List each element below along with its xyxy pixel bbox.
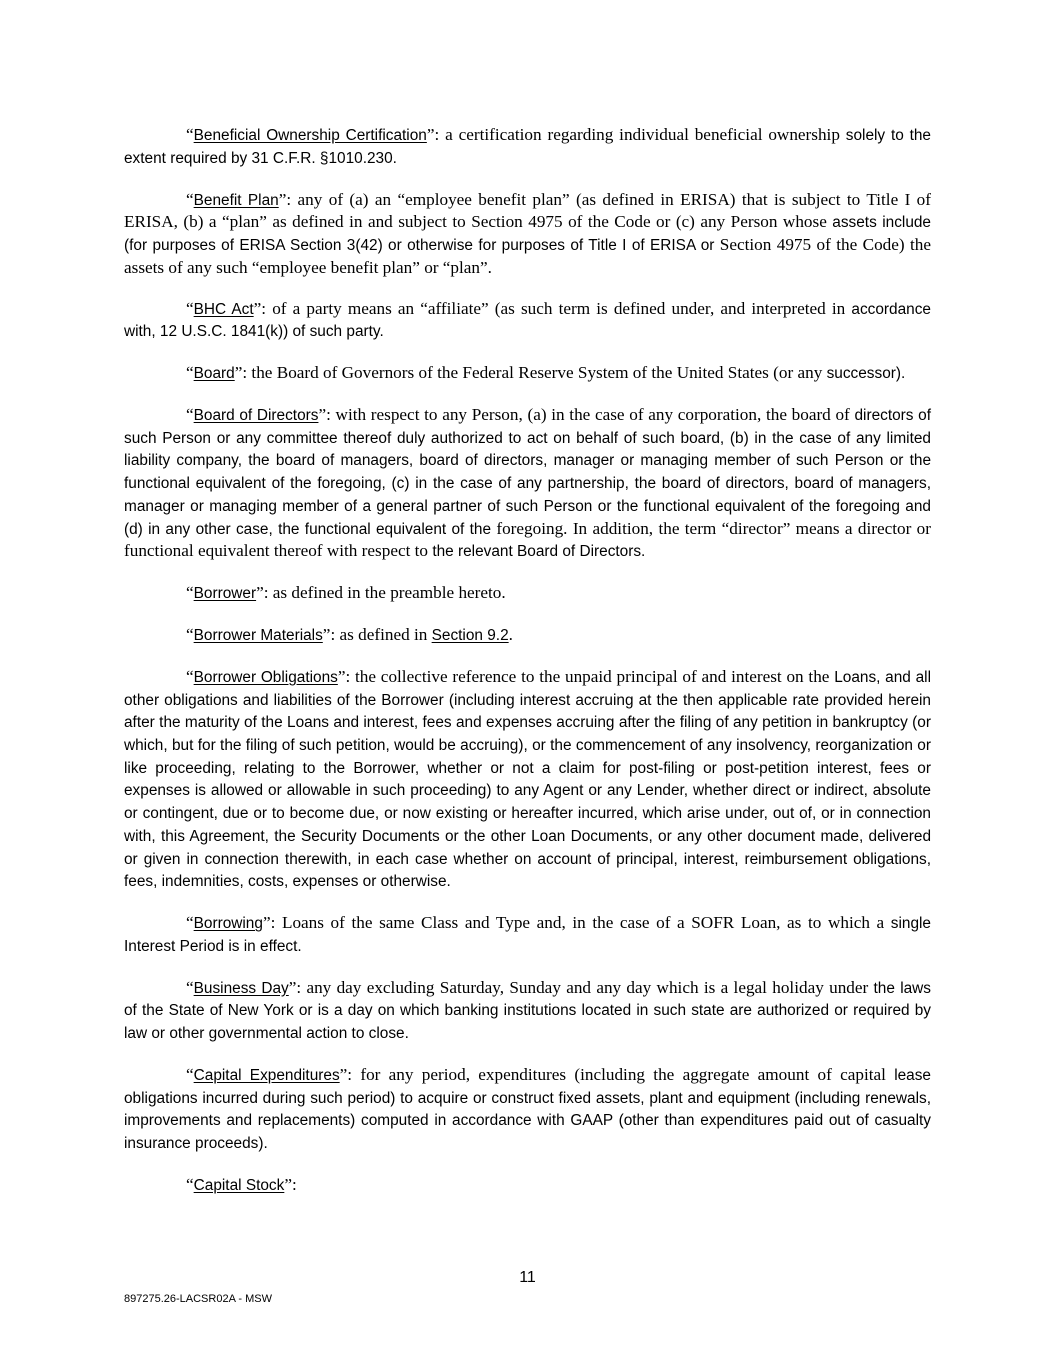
definition-text: accordance with, 12 U.S.C. 1841(k)) of such party.	[124, 300, 931, 341]
page-content	[124, 124, 931, 1216]
footer-document-id: 897275.26-LACSR02A - MSW	[124, 1293, 272, 1305]
definition-text: lease obligations incurred during such period) to acquire or construct fixed assets, plant and equipment (including renewals, improvements and replacements) computed in accordance with GAAP (other than expenditures paid out of casualty insurance proceeds).	[124, 1067, 931, 1153]
definition-capital-expenditures: “Capital Expenditures”: for any period, expenditures (including the aggregate amount of capital lease obligations incurred during such period) to acquire or construct fixed assets, plant and equipment (including renewals, improvements and replacements) computed in accordance with GAAP (other than expenditures paid out of casualty insurance proceeds).	[124, 1065, 931, 1153]
definition-text: Section 4975 of the Code) the assets of any such “employee benefit plan” or “plan”.	[124, 235, 931, 277]
definition-text: single Interest Period is in effect.	[124, 915, 931, 955]
defined-term: Capital Expenditures	[193, 1067, 340, 1085]
definition-beneficial-ownership-certification: “Beneficial Ownership Certification”: a certification regarding individual beneficial ownership solely to the extent required by 31 C.F.R. §1010.230.	[124, 125, 931, 167]
defined-term: Beneficial Ownership Certification	[193, 127, 427, 144]
definition-text: :	[291, 1175, 297, 1195]
definition-bhc-act: “BHC Act”: of a party means an “affiliate” (as such term is defined under, and interpreted in accordance with, 12 U.S.C. 1841(k)) of such party.	[124, 298, 931, 341]
definition-text: assets include (for purposes of ERISA Section 3(42) or otherwise for purposes of Title I of ERISA or	[124, 214, 931, 254]
defined-term: Borrowing	[193, 915, 263, 933]
definition-text: : as defined in the preamble hereto.	[263, 583, 506, 603]
definition-text: Loans, and all other obligations and liabilities of the Borrower (including interest accruing at the then applicable rate provided herein after the maturity of the Loans and interest, fees and expenses accruing after the filing of any petition in bankruptcy (or which, but for the filing of such petition, would be accruing), or the commencement of any insolvency, reorganization or like proceeding, relating to the Borrower, whether or not a claim for post-filing or post-petition interest, fees or expenses is allowed or allowable in such proceeding) to any Agent or any Lender, whether direct or indirect, absolute or contingent, due or to become due, or now existing or hereafter incurred, which arise under, out of, or in connection with, this Agreement, the Security Documents or the other Loan Documents, or any other document made, delivered or given in connection therewith, in each case whether on account of principal, interest, reimbursement obligations, fees, indemnities, costs, expenses or otherwise.	[124, 668, 932, 891]
definition-text: directors of such Person or any committee thereof duly authorized to act on behalf of such board, (b) in the case of any limited liability company, the board of managers, board of directors, manager or managing member of such Person or the functional equivalent of the foregoing, (c) in the case of any partnership, the board of directors, board of managers, manager or managing member of a general partner of such Person or the functional equivalent of the foregoing and (d) in any other case, the functional equivalent of the	[124, 407, 931, 538]
definition-borrower-materials: “Borrower Materials”: as defined in Section 9.2.	[186, 625, 513, 645]
defined-term: Borrower	[193, 585, 257, 603]
definition-text: : Loans of the same Class and Type and, in the case of a SOFR Loan, as to which a	[270, 913, 891, 933]
defined-term: Borrower Obligations	[193, 668, 338, 686]
definition-text: solely to the extent required by 31 C.F.R. §1010.230.	[124, 127, 931, 167]
definition-borrower-obligations: “Borrower Obligations”: the collective reference to the unpaid principal of and interest on the Loans, and all other obligations and liabilities of the Borrower (including interest accruing at the then applicable rate provided herein after the maturity of the Loans and interest, fees and expenses accruing after the filing of any petition in bankruptcy (or which, but for the filing of such petition, would be accruing), or the commencement of any insolvency, reorganization or like proceeding, relating to the Borrower, whether or not a claim for post-filing or post-petition interest, fees or expenses is allowed or allowable in such proceeding) to any Agent or any Lender, whether direct or indirect, absolute or contingent, due or to become due, or now existing or hereafter incurred, which arise under, out of, or in connection with, this Agreement, the Security Documents or the other Loan Documents, or any other document made, delivered or given in connection therewith, in each case whether on account of principal, interest, reimbursement obligations, fees, indemnities, costs, expenses or otherwise.	[124, 666, 932, 891]
definition-text: : any day excluding Saturday, Sunday and any day which is a legal holiday under	[296, 977, 874, 997]
defined-term: Benefit Plan	[193, 191, 279, 209]
definition-text: : any of (a) an “employee benefit plan” (as defined in ERISA) that is subject to Title I of ERISA, (b) a “plan” as defined in and subject to Section 4975 of the Code or (c) any Person whose	[124, 189, 931, 232]
definition-text: : as defined in	[330, 625, 432, 645]
defined-term: Business Day	[193, 979, 289, 997]
definition-benefit-plan: “Benefit Plan”: any of (a) an “employee benefit plan” (as defined in ERISA) that is subject to Title I of ERISA, (b) a “plan” as defined in and subject to Section 4975 of the Code or (c) any Person whose assets include (for purposes of ERISA Section 3(42) or otherwise for purposes of Title I of ERISA or Section 4975 of the Code) the assets of any such “employee benefit plan” or “plan”.	[124, 189, 931, 277]
defined-term: BHC Act	[193, 300, 254, 318]
definition-text: : of a party means an “affiliate” (as such term is defined under, and interpreted in	[261, 298, 852, 318]
page-number: 11	[519, 1269, 536, 1286]
defined-term: Borrower Materials	[193, 627, 323, 645]
definition-business-day: “Business Day”: any day excluding Saturday, Sunday and any day which is a legal holiday under the laws of the State of New York or is a day on which banking institutions located in such state are authorized or required by law or other governmental action to close.	[124, 977, 931, 1043]
definition-text: foregoing. In addition, the term “director” means a director or functional equivalent thereof with respect to	[124, 518, 931, 561]
definition-text: successor).	[826, 365, 906, 383]
definition-text: : with respect to any Person, (a) in the case of any corporation, the board of	[326, 405, 855, 425]
definition-borrowing: “Borrowing”: Loans of the same Class and Type and, in the case of a SOFR Loan, as to which a single Interest Period is in effect.	[124, 913, 931, 955]
definition-text: : the collective reference to the unpaid principal of and interest on the	[345, 666, 835, 686]
definition-capital-stock: “Capital Stock”:	[186, 1175, 297, 1195]
definition-text: .	[508, 625, 513, 645]
defined-term: Board	[193, 365, 235, 383]
defined-term: Board of Directors	[193, 407, 319, 425]
definition-text: the relevant Board of Directors.	[432, 543, 646, 561]
definition-text: the laws of the State of New York or is a day on which banking institutions located in such state are authorized or required by law or other governmental action to close.	[124, 979, 931, 1043]
section-reference: Section 9.2	[431, 627, 509, 645]
definition-text: : the Board of Governors of the Federal Reserve System of the United States (or any	[242, 363, 827, 383]
defined-term: Capital Stock	[193, 1177, 285, 1195]
definition-board: “Board”: the Board of Governors of the Federal Reserve System of the United States (or any successor).	[186, 363, 906, 383]
definition-board-of-directors: “Board of Directors”: with respect to any Person, (a) in the case of any corporation, the board of directors of such Person or any committee thereof duly authorized to act on behalf of such board, (b) in the case of any limited liability company, the board of managers, board of directors, manager or managing member of such Person or the functional equivalent of the foregoing, (c) in the case of any partnership, the board of directors, board of managers, manager or managing member of a general partner of such Person or the functional equivalent of the foregoing and (d) in any other case, the functional equivalent of the foregoing. In addition, the term “director” means a director or functional equivalent thereof with respect to the relevant Board of Directors.	[124, 405, 931, 561]
definition-text: : for any period, expenditures (including the aggregate amount of capital	[347, 1065, 895, 1085]
definition-text: : a certification regarding individual beneficial ownership	[434, 125, 846, 144]
definition-borrower: “Borrower”: as defined in the preamble hereto.	[186, 583, 506, 603]
